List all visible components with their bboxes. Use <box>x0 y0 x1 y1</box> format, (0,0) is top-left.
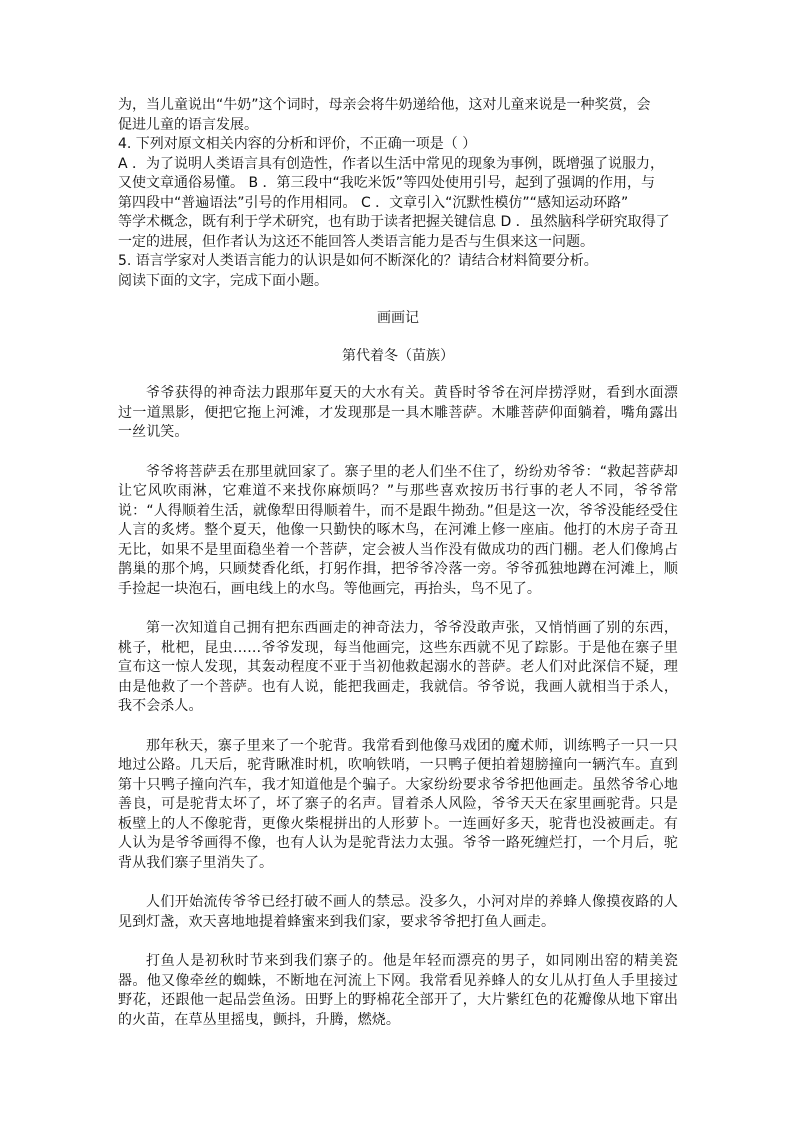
story-paragraph: 爷爷将菩萨丢在那里就回家了。寨子里的老人们坐不住了，纷纷劝爷爷：“救起菩萨却让它风吹雨淋，它难道不来找你麻烦吗？”与那些喜欢按历书行事的老人不同，爷爷常说：“人得顺着生活，就像犁田得顺着牛，而不是跟牛拗劲。”但是这一次，爷爷没能经受住人言的炙烤。整个夏天，他像一只勤快的啄木鸟，在河滩上修一座庙。他打的木房子奇丑无比，如果不是里面稳坐着一个菩萨，定会被人当作没有做成功的西门棚。老人们像鸠占鹊巢的那个鸠，只顾焚香化纸，打躬作揖，把爷爷冷落一旁。爷爷孤独地蹲在河滩上，顺手捡起一块泡石，画电线上的水鸟。等他画完，再抬头，鸟不见了。 <box>118 463 678 597</box>
option-text-line: 又使文章通俗易懂。 B ．第三段中“我吃米饭”等四处使用引号，起到了强调的作用，与 <box>118 175 656 191</box>
story-paragraph: 人们开始流传爷爷已经打破不画人的禁忌。没多久，小河对岸的养蜂人像摸夜路的人见到灯盏，欢天喜地地提着蜂蜜来到我们家，要求爷爷把打鱼人画走。 <box>118 894 678 930</box>
option-text-line: 等学术概念，既有利于学术研究，也有助于读者把握关键信息 D ．虽然脑科学研究取得了 <box>118 214 670 230</box>
story-paragraph: 第一次知道自己拥有把东西画走的神奇法力，爷爷没敢声张，又悄悄画了别的东西，桃子，枇杷，昆虫……爷爷发现，每当他画完，这些东西就不见了踪影。于是他在寨子里宣布这一惊人发现，其轰动程度不亚于当初他救起溺水的菩萨。老人们对此深信不疑，理由是他救了一个菩萨。也有人说，能把我画走，我就信。爷爷说，我画人就相当于杀人，我不会杀人。 <box>118 620 678 714</box>
story-paragraph: 那年秋天，寨子里来了一个驼背。我常看到他像马戏团的魔术师，训练鸭子一只一只地过公路。几天后，驼背瞅准时机，吹响铁哨，一只鸭子便拍着翅膀撞向一辆汽车。直到第十只鸭子撞向汽车，我才知道他是个骗子。大家纷纷要求爷爷把他画走。虽然爷爷心地善良，可是驼背太坏了，坏了寨子的名声。冒着杀人风险，爷爷天天在家里画驼背。只是板壁上的人不像驼背，更像火柴棍拼出的人形萝卜。一连画好多天，驼背也没被画走。有人认为是爷爷画得不像，也有人认为是驼背法力太强。爷爷一路死缠烂打，一个月后，驼背从我们寨子里消失了。 <box>118 737 678 871</box>
option-text-line: A ．为了说明人类语言具有创造性，作者以生活中常见的现象为事例，既增强了说服力， <box>118 155 665 172</box>
story-paragraph: 打鱼人是初秋时节来到我们寨子的。他是年轻而漂亮的男子，如同刚出窑的精美瓷器。他又像牵丝的蜘蛛，不断地在河流上下网。我常看见养蜂人的女儿从打鱼人手里接过野花，还跟他一起品尝鱼汤。田野上的野棉花全部开了，大片紫红色的花瓣像从地下窜出的火苗，在草丛里摇曳，颤抖，升腾，燃烧。 <box>118 953 678 1028</box>
question-block <box>118 96 678 291</box>
question-4: 4. 下列对原文相关内容的分析和评价，不正确一项是（ ） <box>118 136 477 152</box>
option-text-line: 第四段中“普遍语法”引号的作用相同。 C ．文章引入“沉默性模仿”“感知运动环路” <box>118 194 629 211</box>
text-line: 为，当儿童说出“牛奶”这个词时，母亲会将牛奶递给他，这对儿童来说是一种奖赏，会 <box>118 97 651 113</box>
text-line: 促进儿童的语言发展。 <box>118 116 258 133</box>
question-5: 5. 语言学家对人类语言能力的认识是如何不断深化的？请结合材料简要分析。 <box>118 253 598 269</box>
option-text-line: 一定的进展，但作者认为这还不能回答人类语言能力是否与生俱来这一问题。 <box>118 233 594 250</box>
reading-instruction: 阅读下面的文字，完成下面小题。 <box>118 272 328 289</box>
story-paragraph: 爷爷获得的神奇法力跟那年夏天的大水有关。黄昏时爷爷在河岸捞浮财，看到水面漂过一道黑影，便把它拖上河滩，才发现那是一具木雕菩萨。木雕菩萨仰面躺着，嘴角露出一丝讥笑。 <box>118 385 678 440</box>
story-title: 画画记 <box>377 310 419 326</box>
story-author: 第代着冬（苗族） <box>342 347 454 364</box>
document-page <box>118 96 678 1030</box>
